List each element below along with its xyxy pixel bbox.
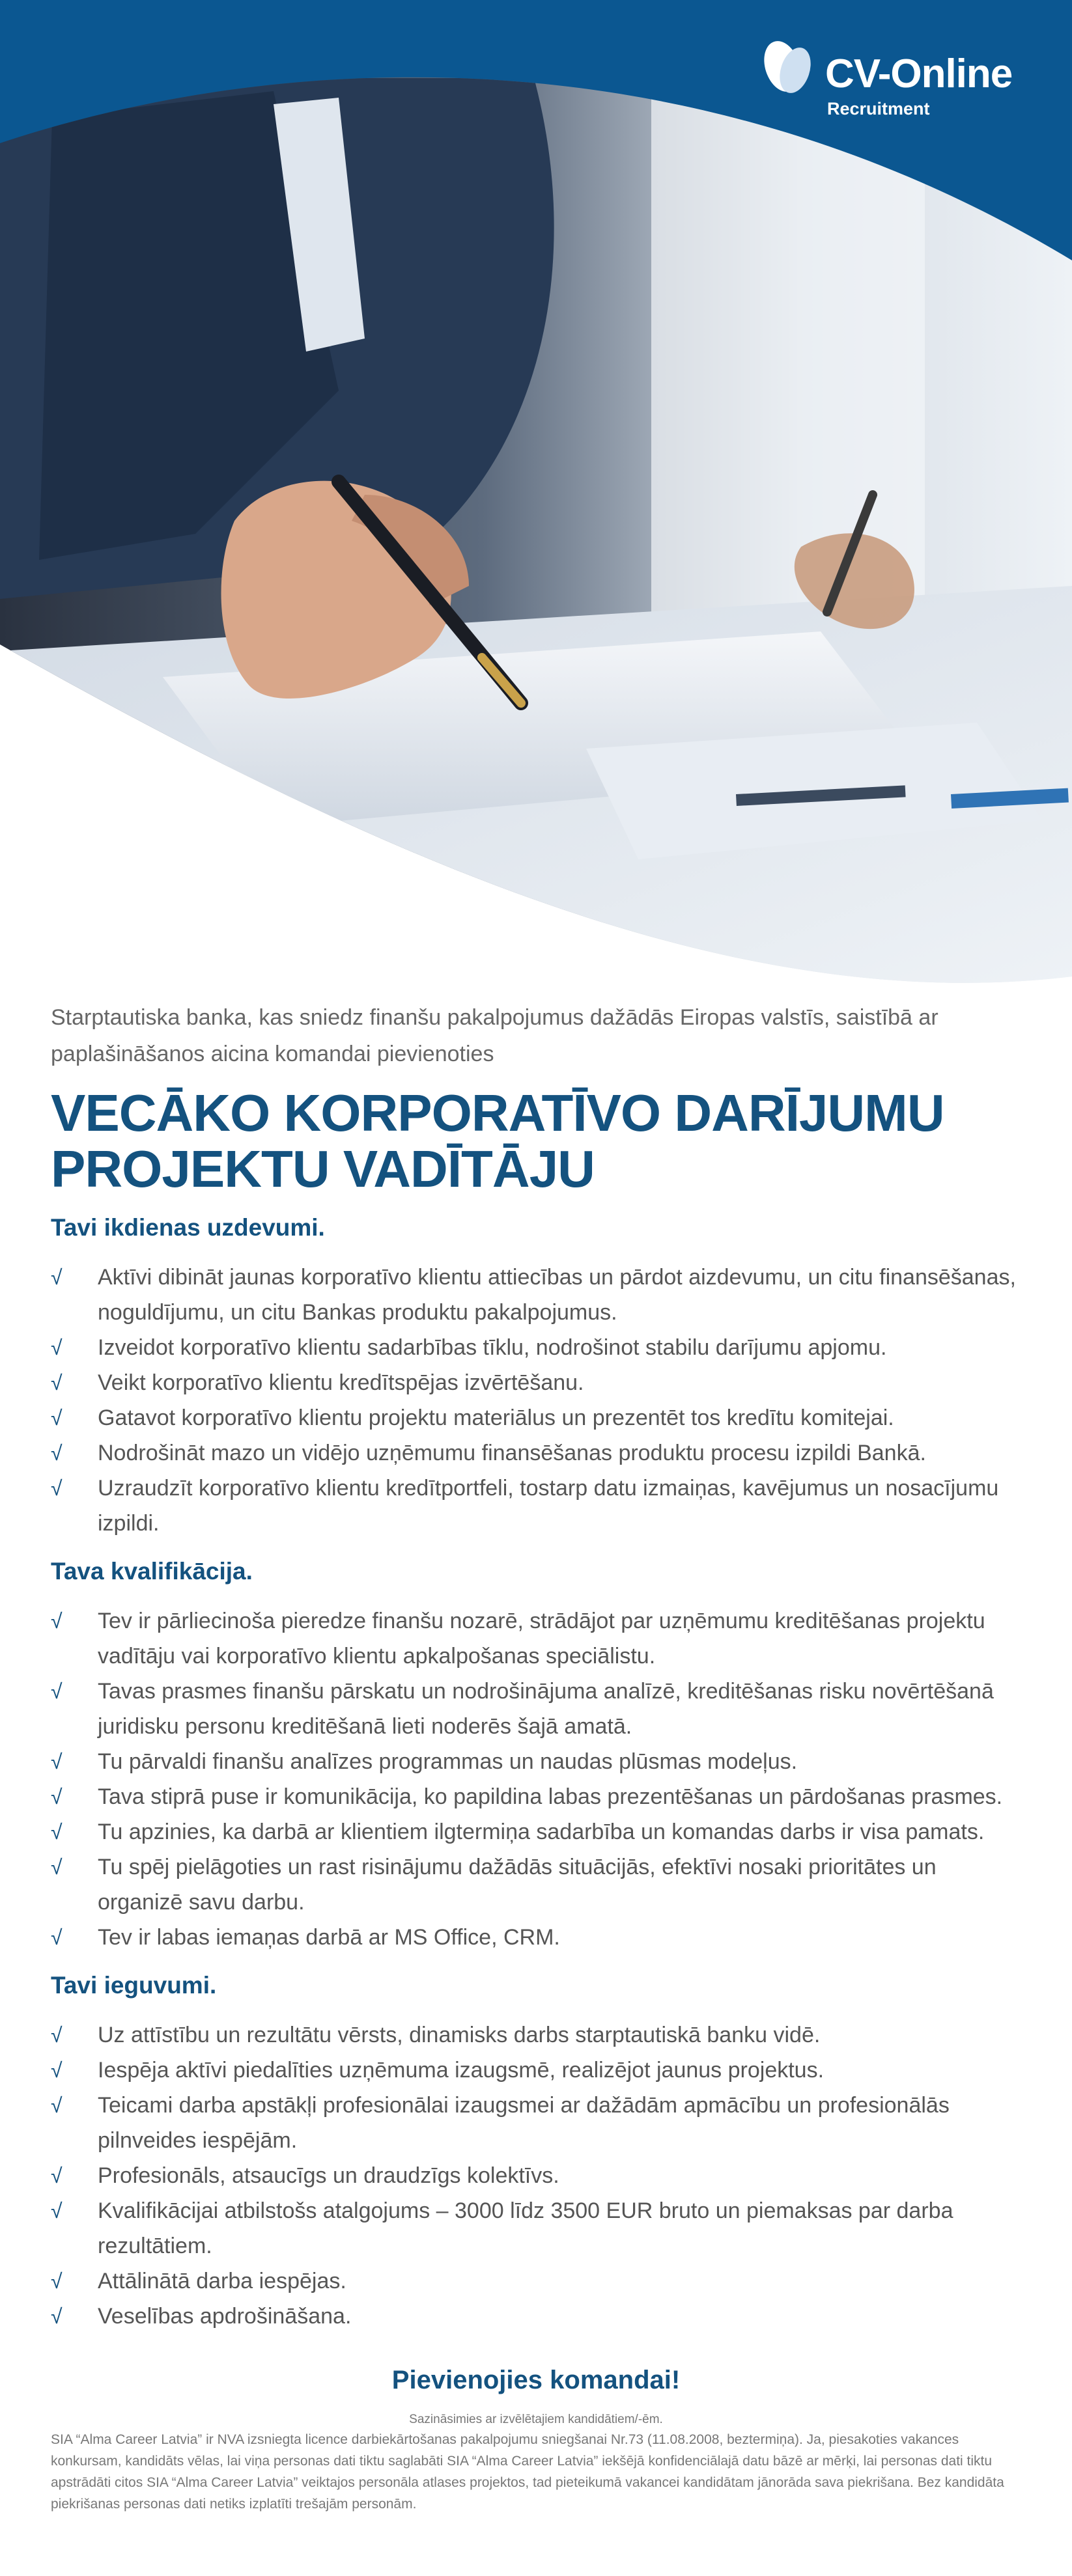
section-heading-tasks: Tavi ikdienas uzdevumi. <box>51 1214 325 1241</box>
list-item-text: Nodrošināt mazo un vidējo uzņēmumu finansēšanas produktu procesu izpildi Bankā. <box>98 1441 926 1465</box>
checkmark-icon: √ <box>51 2023 63 2047</box>
section-heading-qualifications: Tava kvalifikācija. <box>51 1558 253 1585</box>
list-item <box>51 1814 1021 1849</box>
list-item <box>51 1744 1021 1779</box>
list-item <box>51 1779 1021 1814</box>
list-item-text: Uz attīstību un rezultātu vērsts, dinamisks darbs starptautiskā banku vidē. <box>98 2023 821 2047</box>
logo-mark-icon <box>757 36 823 102</box>
list-item-text: Gatavot korporatīvo klientu projektu materiālus un prezentēt tos kredītu komitejai. <box>98 1406 894 1430</box>
list-item-text: Profesionāls, atsaucīgs un draudzīgs kolektīvs. <box>98 2163 559 2188</box>
list-item-text: Tava stiprā puse ir komunikācija, ko papildina labas prezentēšanas un pārdošanas prasmes. <box>98 1784 1003 1809</box>
list-item-text: Aktīvi dibināt jaunas korporatīvo klientu attiecības un pārdot aizdevumu, un citu finansēšanas, noguldījumu, un citu Bankas produktu pakalpojumus. <box>98 1265 1016 1325</box>
checkmark-icon: √ <box>51 1336 63 1359</box>
list-item-text: Tev ir pārliecinoša pieredze finanšu nozarē, strādājot par uzņēmumu kreditēšanas projektu vadītāju vai korporatīvo klientu apkalpošanas speciālistu. <box>98 1609 985 1669</box>
list-item <box>51 2088 1021 2158</box>
checkmark-icon: √ <box>51 2269 63 2293</box>
list-item <box>51 1471 1021 1541</box>
section-tasks <box>51 1212 1021 1541</box>
list-item <box>51 1920 1021 1955</box>
list-item-text: Veselības apdrošināšana. <box>98 2304 352 2329</box>
list-item <box>51 1435 1021 1471</box>
checkmark-icon: √ <box>51 2058 63 2082</box>
list-item <box>51 2053 1021 2088</box>
list-item <box>51 1849 1021 1920</box>
list-item <box>51 2264 1021 2299</box>
list-item-text: Tev ir labas iemaņas darbā ar MS Office, CRM. <box>98 1925 560 1950</box>
list-item-text: Tu spēj pielāgoties un rast risinājumu dažādās situācijās, efektīvi nosaki prioritātes un organizē savu darbu. <box>98 1855 937 1915</box>
list-item <box>51 2299 1021 2334</box>
benefits-list <box>51 2017 1021 2334</box>
checkmark-icon: √ <box>51 1855 63 1879</box>
checkmark-icon: √ <box>51 1406 63 1430</box>
qualifications-list <box>51 1603 1021 1955</box>
intro-text: Starptautiska banka, kas sniedz finanšu pakalpojumus dažādās Eiropas valstīs, saistībā ar paplašināšanos aicina komandai pievienoties <box>51 1005 938 1066</box>
checkmark-icon: √ <box>51 1750 63 1773</box>
section-benefits <box>51 1969 1021 2334</box>
checkmark-icon: √ <box>51 2094 63 2117</box>
checkmark-icon: √ <box>51 2199 63 2223</box>
list-item <box>51 1674 1021 1744</box>
list-item <box>51 1330 1021 1365</box>
list-item-text: Tavas prasmes finanšu pārskatu un nodrošinājuma analīzē, kreditēšanas risku novērtēšanā juridisku personu kreditēšanā lieti noderēs šajā amatā. <box>98 1679 994 1739</box>
list-item <box>51 1365 1021 1400</box>
list-item-text: Kvalifikācijai atbilstošs atalgojums – 3000 līdz 3500 EUR bruto un piemaksas par darba rezultātiem. <box>98 2198 953 2258</box>
list-item-text: Tu pārvaldi finanšu analīzes programmas un naudas plūsmas modeļus. <box>98 1749 798 1774</box>
job-ad-content <box>51 999 1021 2515</box>
logo-wordmark: CV-Online <box>825 51 1013 96</box>
list-item-text: Tu apzinies, ka darbā ar klientiem ilgtermiņa sadarbība un komandas darbs ir visa pamats. <box>98 1820 985 1844</box>
list-item <box>51 1260 1021 1330</box>
list-item <box>51 1400 1021 1435</box>
cv-online-logo[interactable] <box>757 36 1031 128</box>
contact-note: Sazināsimies ar izvēlētajiem kandidātiem/-ēm. <box>409 2413 663 2426</box>
job-title: VECĀKO KORPORATĪVO DARĪJUMU PROJEKTU VADĪTĀJU <box>51 1084 944 1198</box>
list-item-text: Uzraudzīt korporatīvo klientu kredītportfeli, tostarp datu izmaiņas, kavējumus un nosacījumu izpildi. <box>98 1476 999 1536</box>
list-item-text: Teicami darba apstākļi profesionālai izaugsmei ar dažādām apmācību un profesionālās pilnveides iespējām. <box>98 2093 950 2153</box>
section-qualifications <box>51 1555 1021 1955</box>
legal-notice: SIA “Alma Career Latvia” ir NVA izsniegta licence darbiekārtošanas pakalpojumu sniegšanai Nr.73 (11.08.2008, beztermiņa). Ja, piesakoties vakances konkursam, kandidāts vēlas, lai viņa personas dati tiktu saglabāti SIA “Alma Career Latvia” iekšējā konfidenciālajā datu bāzē ar mērķi, lai personas dati tiktu apstrādāti citos SIA “Alma Career Latvia” veiktajos personāla atlases projektos, tad pieteikumā vakancei kandidātam jānorāda sava piekrišana. Bez kandidāta piekrišanas personas dati netiks izplatīti trešajām personām. <box>51 2432 1004 2512</box>
list-item-text: Iespēja aktīvi piedalīties uzņēmuma izaugsmē, realizējot jaunus projektus. <box>98 2058 825 2083</box>
checkmark-icon: √ <box>51 1785 63 1808</box>
footer <box>51 2411 1021 2515</box>
join-team-cta[interactable]: Pievienojies komandai! <box>391 2366 681 2394</box>
tasks-list <box>51 1260 1021 1541</box>
checkmark-icon: √ <box>51 1820 63 1844</box>
list-item-text: Veikt korporatīvo klientu kredītspējas izvērtēšanu. <box>98 1370 584 1395</box>
list-item <box>51 2193 1021 2264</box>
list-item <box>51 2158 1021 2193</box>
checkmark-icon: √ <box>51 1680 63 1703</box>
hero-banner <box>0 0 1072 990</box>
hero-illustration <box>0 0 1072 990</box>
list-item <box>51 1603 1021 1674</box>
checkmark-icon: √ <box>51 1266 63 1289</box>
list-item <box>51 2017 1021 2053</box>
list-item-text: Attālinātā darba iespējas. <box>98 2269 346 2293</box>
list-item-text: Izveidot korporatīvo klientu sadarbības tīklu, nodrošinot stabilu darījumu apjomu. <box>98 1335 887 1360</box>
section-heading-benefits: Tavi ieguvumi. <box>51 1972 217 1999</box>
checkmark-icon: √ <box>51 1441 63 1465</box>
checkmark-icon: √ <box>51 2305 63 2328</box>
checkmark-icon: √ <box>51 1371 63 1394</box>
logo-tagline: Recruitment <box>827 99 930 118</box>
checkmark-icon: √ <box>51 1926 63 1949</box>
checkmark-icon: √ <box>51 2164 63 2187</box>
checkmark-icon: √ <box>51 1609 63 1633</box>
checkmark-icon: √ <box>51 1476 63 1500</box>
